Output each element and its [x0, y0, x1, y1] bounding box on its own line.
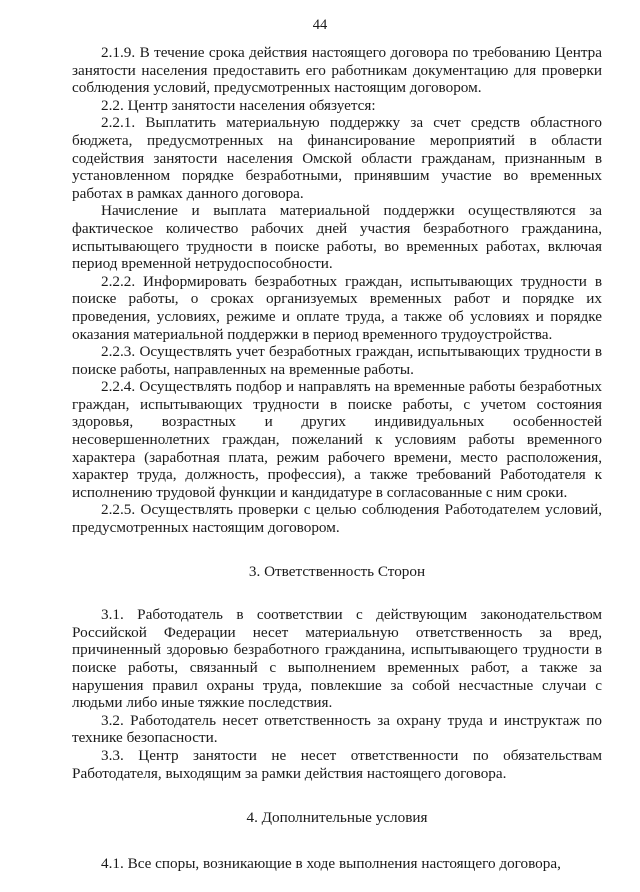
paragraph-2-2: 2.2. Центр занятости населения обязуется:	[101, 96, 376, 114]
paragraph-2-2-5: 2.2.5. Осуществлять проверки с целью соблюдения Работодателем условий, предусмотренных настоящим договором.	[72, 501, 602, 537]
paragraph-3-1: 3.1. Работодатель в соответствии с действующим законодательством Российской Федерации несет материальную ответственность за вред, причиненный здоровью безработного гражданина, испытывающего трудности в поиске работы, связанный с выполнением временных работ, а также за нарушения правил охраны труда, повлекшие за собой несчастные случаи с людьми либо иные тяжкие последствия.	[72, 606, 602, 712]
paragraph-2-2-4: 2.2.4. Осуществлять подбор и направлять на временные работы безработных граждан, испытывающих трудности в поиске работы, с учетом состояния здоровья, возрастных и других индивидуальных особенностей несовершеннолетних граждан, пожеланий к условиям работы временного характера (заработная плата, режим рабочего времени, место расположения, характер труда, должность, профессия), а также требований Работодателя к исполнению трудовой функции и кандидатуре в согласованные с ним сроки.	[72, 378, 602, 501]
paragraph-2-2-1: 2.2.1. Выплатить материальную поддержку за счет средств областного бюджета, предусмотренных на финансирование мероприятий в области содействия занятости населения Омской области гражданам, признанным в установленном порядке безработными, принявшим участие во временных работах в рамках данного договора.	[72, 114, 602, 202]
paragraph-4-1: 4.1. Все споры, возникающие в ходе выполнения настоящего договора,	[101, 854, 561, 872]
page-number: 44	[312, 17, 328, 33]
paragraph-2-2-3: 2.2.3. Осуществлять учет безработных граждан, испытывающих трудности в поиске работы, направленных на временные работы.	[72, 343, 602, 378]
paragraph-3-2: 3.2. Работодатель несет ответственность за охрану труда и инструктаж по технике безопасности.	[72, 711, 602, 747]
document-body	[72, 44, 602, 872]
paragraph-2-1-9: 2.1.9. В течение срока действия настоящего договора по требованию Центра занятости населения предоставить его работникам документацию для проверки соблюдения условий, предусмотренных настоящим договором.	[72, 44, 602, 97]
paragraph-accrual: Начисление и выплата материальной поддержки осуществляются за фактическое количество рабочих дней участия безработного гражданина, испытывающего трудности в поиске работы, во временных работах, включая период временной нетрудоспособности.	[72, 202, 602, 273]
section-4-heading: 4. Дополнительные условия	[246, 809, 428, 827]
section-3-heading: 3. Ответственность Сторон	[248, 562, 426, 580]
paragraph-2-2-2: 2.2.2. Информировать безработных граждан, испытывающих трудности в поиске работы, о сроках организуемых временных работ и порядке их проведения, условиях, режиме и оплате труда, а также об условиях и порядке оказания материальной поддержки в период временного трудоустройства.	[72, 272, 602, 343]
paragraph-3-3: 3.3. Центр занятости не несет ответственности по обязательствам Работодателя, выходящим за рамки действия настоящего договора.	[72, 746, 602, 782]
